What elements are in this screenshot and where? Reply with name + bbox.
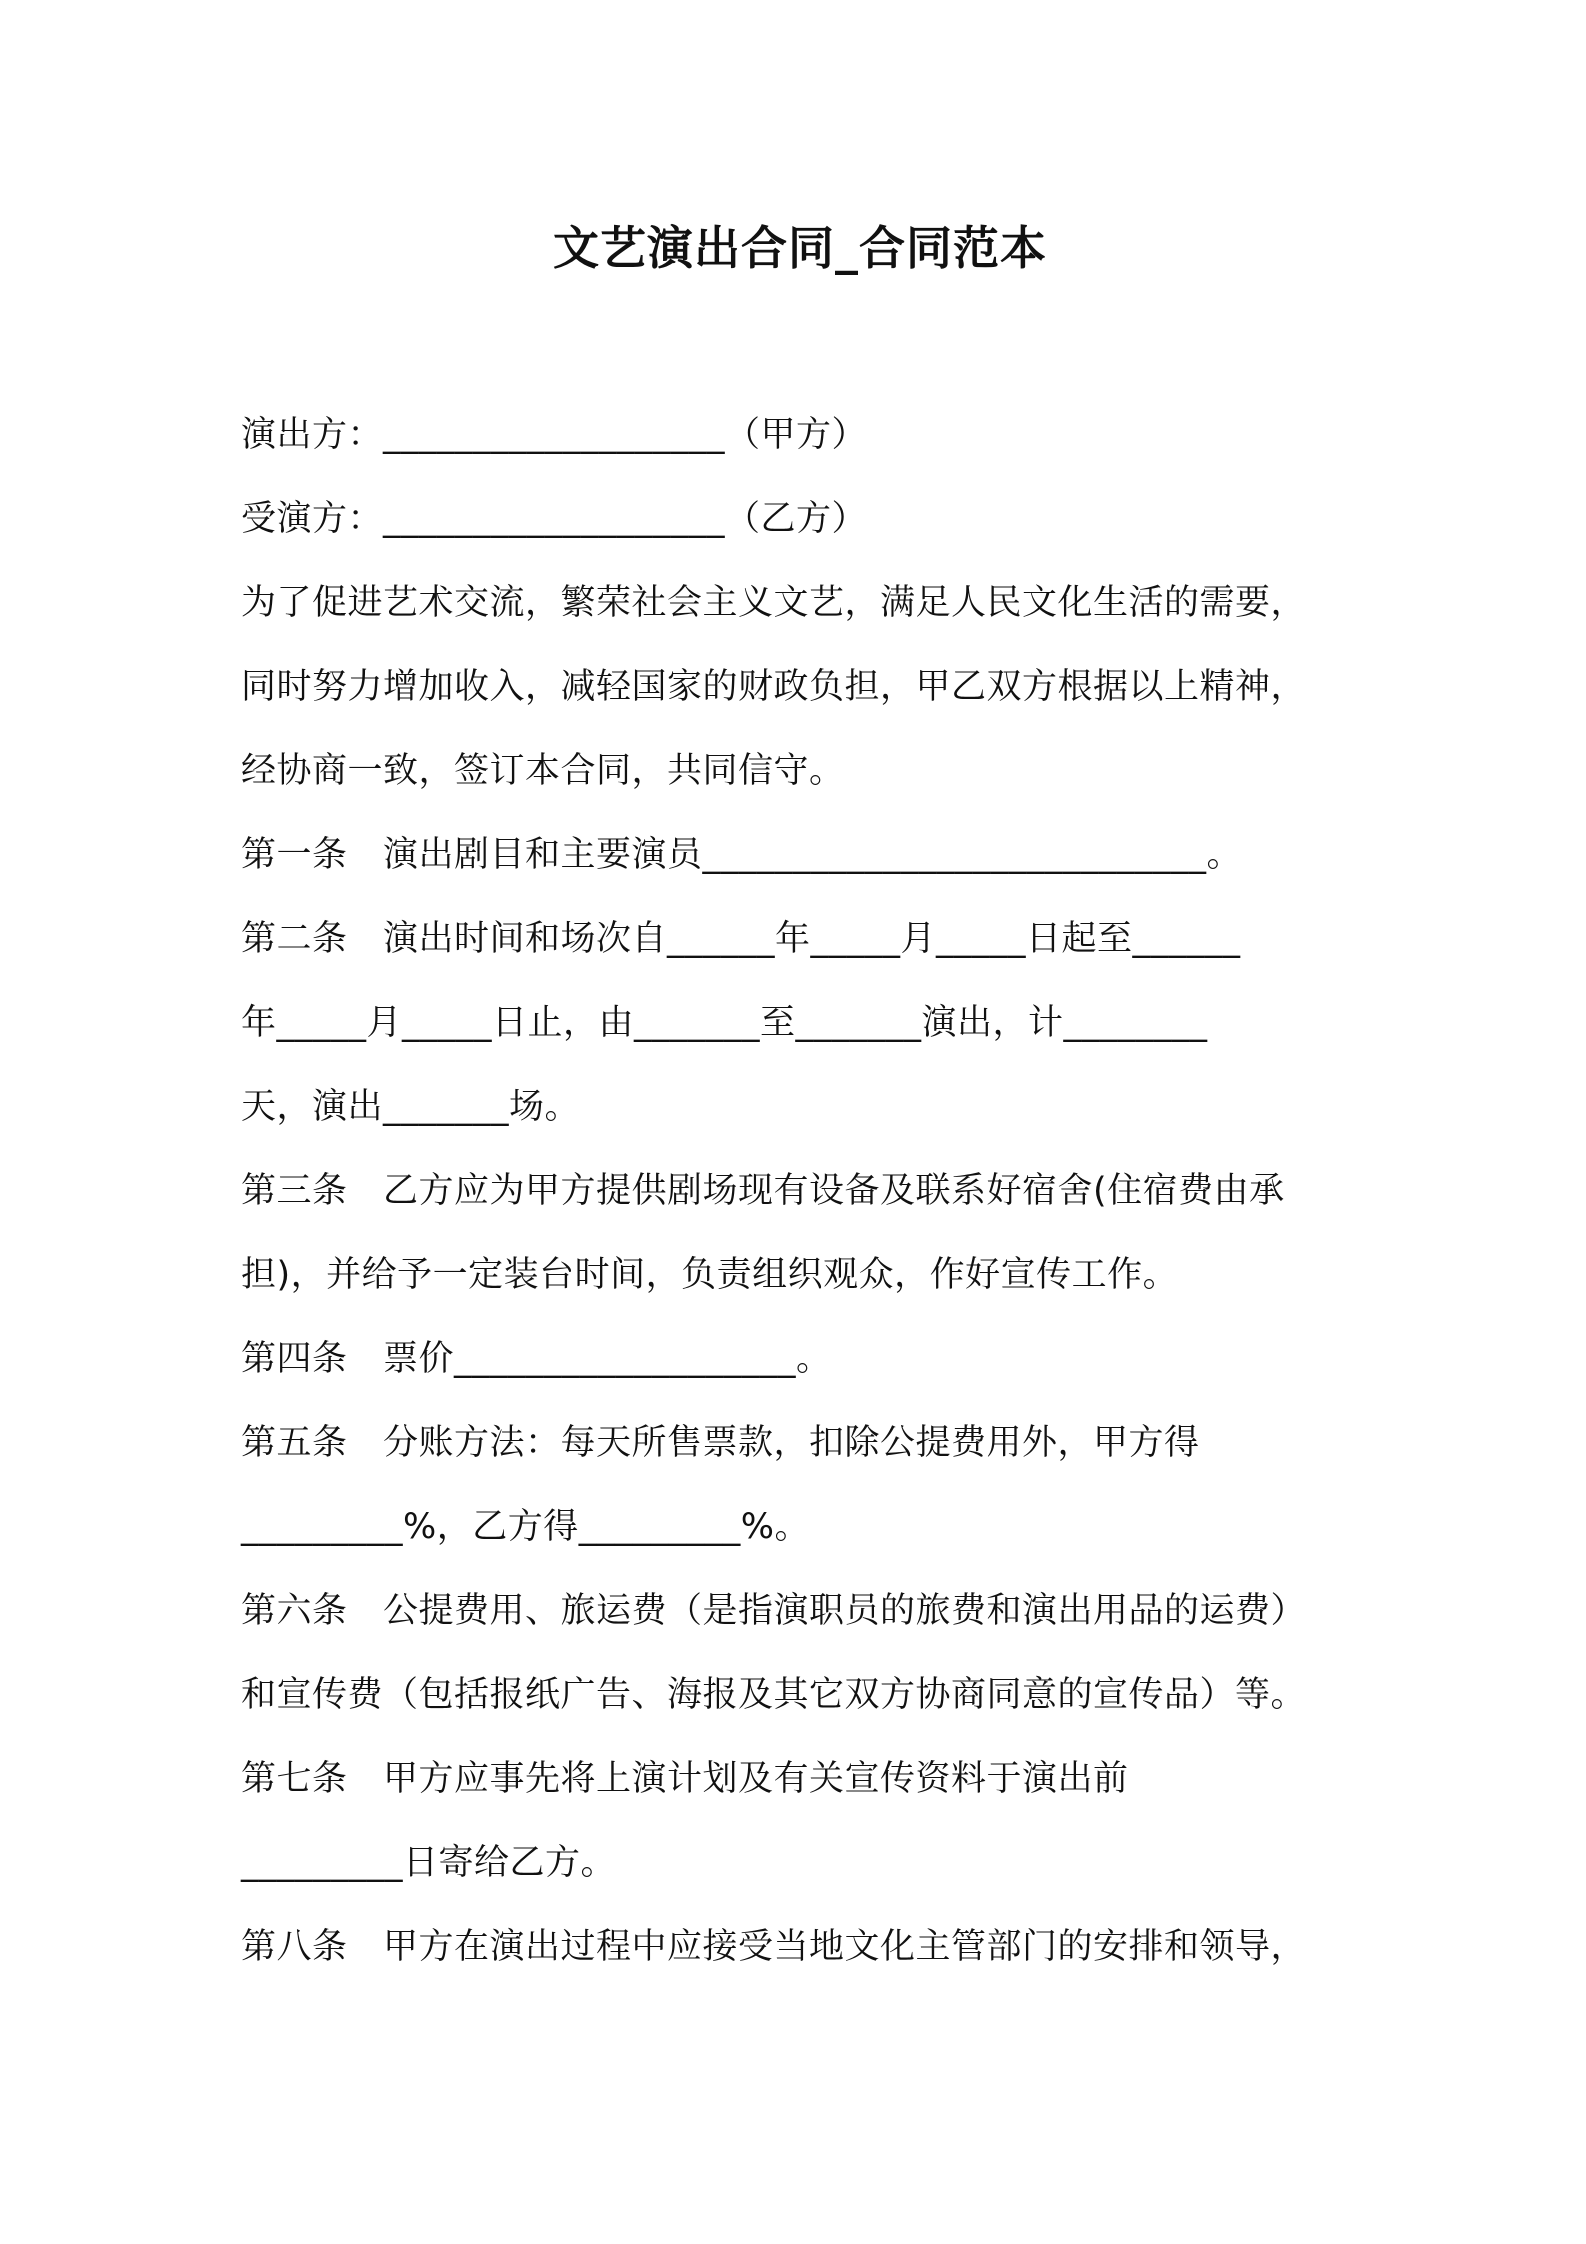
article-7-line-2: _________日寄给乙方。 — [241, 1843, 617, 1883]
article-6-line-1: 第六条 公提费用、旅运费（是指演职员的旅费和演出用品的运费） — [241, 1591, 1307, 1631]
preamble-line-1: 为了促进艺术交流，繁荣社会主义文艺，满足人民文化生活的需要， — [241, 583, 1307, 623]
party-a-line: 演出方：___________________（甲方） — [241, 415, 868, 455]
party-b-line: 受演方：___________________（乙方） — [241, 499, 868, 539]
article-5-line-1: 第五条 分账方法：每天所售票款，扣除公提费用外，甲方得 — [241, 1423, 1200, 1463]
document-title: 文艺演出合同_合同范本 — [553, 221, 1047, 275]
article-6-line-2: 和宣传费（包括报纸广告、海报及其它双方协商同意的宣传品）等。 — [241, 1675, 1307, 1715]
article-8-line-1: 第八条 甲方在演出过程中应接受当地文化主管部门的安排和领导， — [241, 1927, 1307, 1967]
article-5-line-2: _________%，乙方得_________%。 — [241, 1507, 811, 1547]
article-2-line-3: 天，演出_______场。 — [241, 1087, 581, 1127]
preamble-line-2: 同时努力增加收入，减轻国家的财政负担，甲乙双方根据以上精神， — [241, 667, 1307, 707]
article-2-line-2: 年_____月_____日止，由_______至_______演出，计________ — [241, 1003, 1208, 1043]
article-2-line-1: 第二条 演出时间和场次自______年_____月_____日起至______ — [241, 919, 1241, 959]
article-7-line-1: 第七条 甲方应事先将上演计划及有关宣传资料于演出前 — [241, 1759, 1129, 1799]
article-3-line-2: 担)，并给予一定装台时间，负责组织观众，作好宣传工作。 — [241, 1255, 1179, 1295]
article-3-line-1: 第三条 乙方应为甲方提供剧场现有设备及联系好宿舍(住宿费由承 — [241, 1171, 1285, 1211]
preamble-line-3: 经协商一致，签订本合同，共同信守。 — [241, 751, 845, 791]
article-4-line-1: 第四条 票价___________________。 — [241, 1339, 832, 1379]
article-1-line-1: 第一条 演出剧目和主要演员____________________________。 — [241, 835, 1243, 875]
